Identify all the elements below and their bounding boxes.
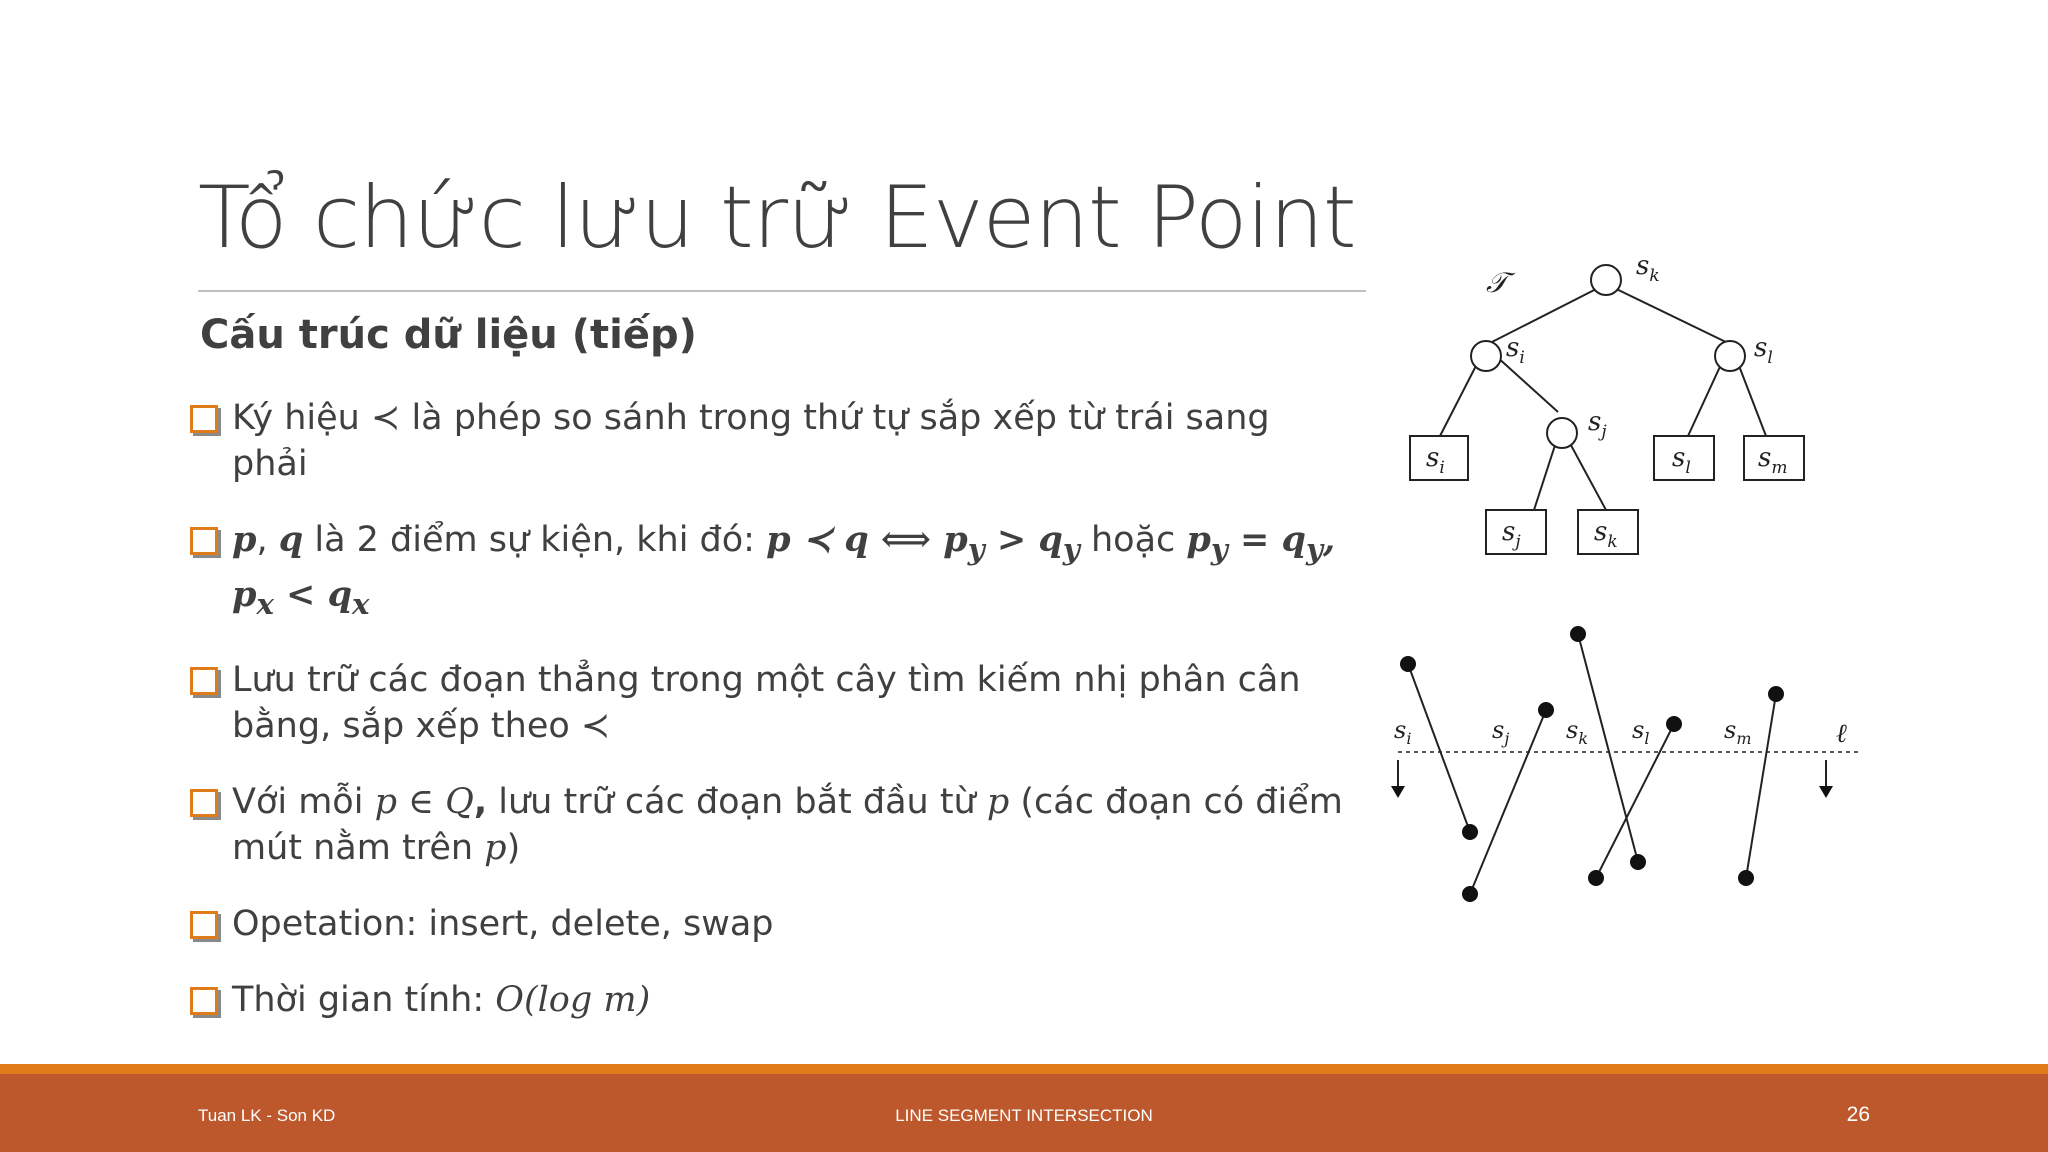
sweep-line-label: ℓ	[1836, 719, 1847, 749]
bullet-text: là 2 điểm sự kiện, khi đó:	[303, 520, 767, 560]
slide-title: Tổ chức lưu trữ Event Point	[198, 168, 1356, 268]
bullet-text: Thời gian tính:	[232, 980, 496, 1020]
bullet-text: hoặc	[1079, 520, 1187, 560]
math-expression: = 𝒒	[1227, 519, 1307, 560]
segment-label: $s_l$	[1632, 716, 1650, 748]
checkbox-bullet-icon	[190, 667, 218, 695]
leaf-label: $s_m$	[1758, 443, 1788, 478]
page-number: 26	[1846, 1103, 1870, 1126]
math-expression: , 𝒑	[232, 519, 1336, 615]
math-expression: 𝒑	[1186, 519, 1211, 560]
bullet-text: (các đoạn có điểm mút nằm trên	[232, 782, 1343, 868]
segments-sweep-diagram	[1370, 600, 1870, 920]
leaf-label: $s_k$	[1594, 517, 1618, 552]
checkbox-bullet-icon	[190, 987, 218, 1015]
math-p: 𝑝	[484, 828, 507, 868]
node-label-right: $s_l$	[1754, 333, 1773, 368]
math-expression: 𝑝 ∈ 𝑄	[374, 782, 474, 822]
bullet-text: ,	[473, 782, 488, 822]
segment-label: $s_m$	[1724, 716, 1752, 748]
math-expression: 𝑂(log 𝑚)	[495, 980, 651, 1020]
node-label-left: $s_i$	[1506, 333, 1525, 368]
bullet-text: Lưu trữ các đoạn thẳng trong một cây tìm kiếm nhị phân cân bằng, sắp xếp theo ≺	[232, 660, 1301, 746]
footer-accent-bar	[0, 1064, 2048, 1074]
math-q: 𝒒	[278, 519, 304, 560]
bullet-list	[190, 395, 1350, 1053]
checkbox-bullet-icon	[190, 911, 218, 939]
math-subscript: 𝒚	[967, 532, 985, 566]
checkbox-bullet-icon	[190, 405, 218, 433]
tree-label: 𝒯	[1486, 266, 1508, 299]
bullet-text: Với mỗi	[232, 782, 375, 822]
math-expression: < 𝒒	[273, 574, 353, 615]
checkbox-bullet-icon	[190, 527, 218, 555]
math-subscript: 𝒚	[1210, 532, 1228, 566]
segment-label: $s_j$	[1492, 716, 1510, 748]
bullet-text: )	[506, 828, 521, 868]
node-label-root: $s_k$	[1636, 251, 1660, 286]
bullet-text: Opetation: insert, delete, swap	[232, 904, 774, 944]
leaf-label: $s_j$	[1502, 517, 1521, 552]
leaf-label: $s_l$	[1672, 443, 1691, 478]
bullet-item-6	[190, 977, 1350, 1023]
footer-topic: LINE SEGMENT INTERSECTION	[895, 1106, 1153, 1125]
math-expression: > 𝒒	[984, 519, 1063, 560]
bullet-text: Ký hiệu ≺ là phép so sánh trong thứ tự sắp xếp từ trái sang phải	[232, 398, 1270, 484]
segment-label: $s_k$	[1566, 716, 1589, 748]
checkbox-bullet-icon	[190, 789, 218, 817]
leaf-label: $s_i$	[1426, 443, 1445, 478]
math-subscript: 𝒙	[256, 587, 274, 621]
math-expression: 𝒑 ≺ 𝒒 ⟺ 𝒑	[766, 519, 968, 560]
slide-subtitle: Cấu trúc dữ liệu (tiếp)	[200, 312, 697, 358]
bullet-text: lưu trữ các đoạn bắt đầu từ	[487, 782, 987, 822]
bullet-item-4	[190, 779, 1350, 871]
bullet-item-5	[190, 901, 1350, 947]
bullet-item-2	[190, 517, 1350, 627]
segment-label: $s_i$	[1394, 716, 1412, 748]
bullet-item-1	[190, 395, 1350, 487]
math-p: 𝑝	[986, 782, 1010, 822]
bullet-item-3	[190, 657, 1350, 749]
title-divider	[198, 290, 1366, 292]
footer-authors: Tuan LK - Son KD	[198, 1106, 336, 1125]
status-tree-diagram	[1380, 240, 1830, 570]
math-subscript: 𝒚	[1062, 532, 1080, 566]
node-label-mid: $s_j$	[1588, 407, 1607, 442]
math-subscript: 𝒙	[352, 587, 370, 621]
math-p: 𝒑	[232, 519, 257, 560]
math-subscript: 𝒚	[1306, 532, 1323, 566]
math-sep: ,	[256, 520, 279, 560]
